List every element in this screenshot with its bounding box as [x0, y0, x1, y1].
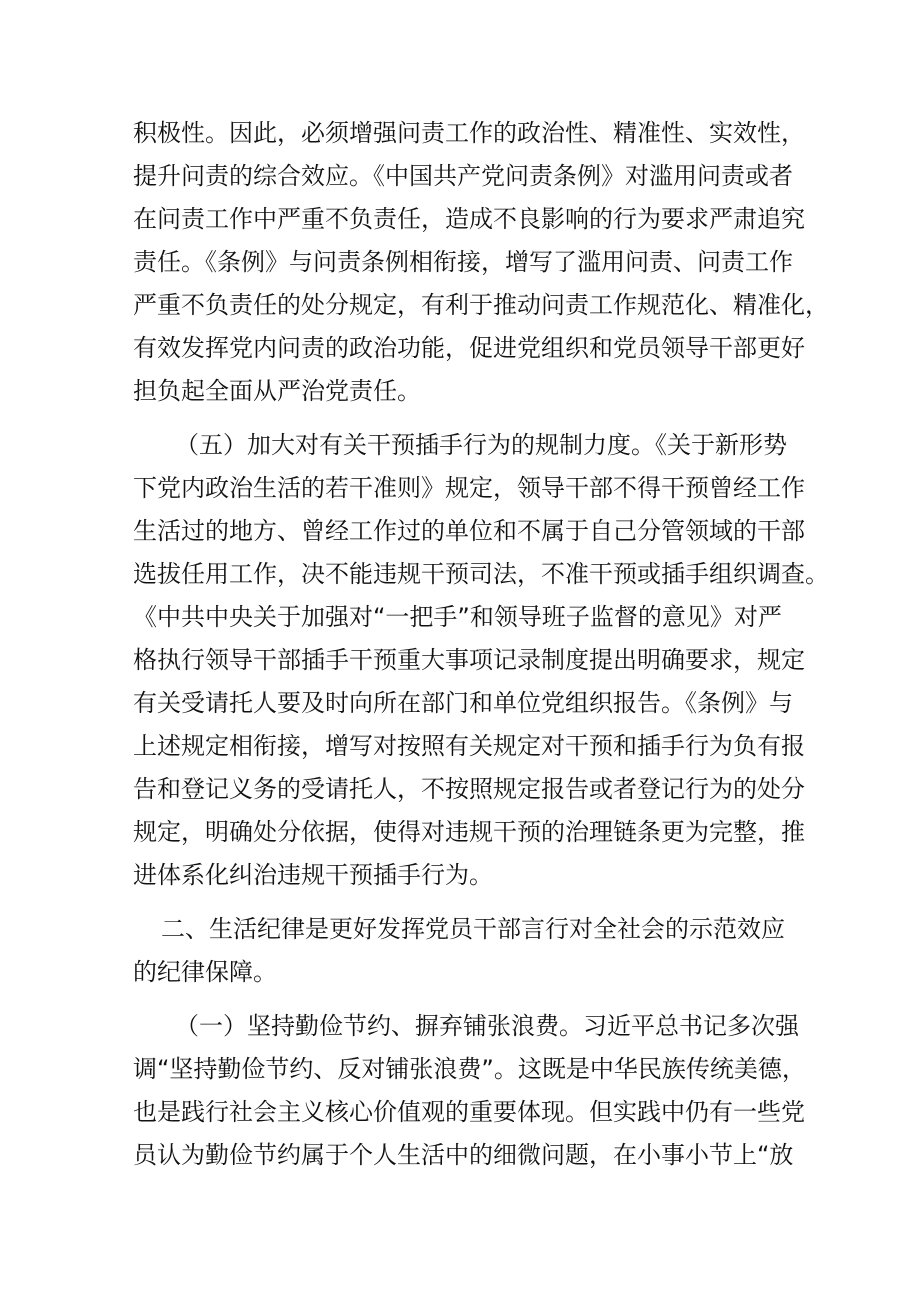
text-line: 积极性。因此，必须增强问责工作的政治性、精准性、实效性，: [133, 119, 805, 147]
text-line: 提升问责的综合效应。《中国共产党问责条例》对滥用问责或者: [133, 162, 793, 190]
text-line: 告和登记义务的受请托人，不按照规定报告或者登记行为的处分: [133, 775, 805, 803]
text-line: 在问责工作中严重不负责任，造成不良影响的行为要求严肃追究: [133, 205, 805, 233]
paragraph-frugality: [133, 1005, 813, 1177]
text-line: 上述规定相衔接，增写对按照有关规定对干预和插手行为负有报: [133, 732, 805, 760]
text-line: 有关受请托人要及时向所在部门和单位党组织报告。《条例》与: [133, 689, 793, 717]
text-line: 员认为勤俭节约属于个人生活中的细微问题，在小事小节上“放: [133, 1141, 794, 1169]
text-line: 选拔任用工作，决不能违规干预司法，不准干预或插手组织调查。: [133, 560, 829, 588]
text-line: 格执行领导干部插手干预重大事项记录制度提出明确要求，规定: [133, 646, 805, 674]
text-line: 规定，明确处分依据，使得对违规干预的治理链条更为完整，推: [133, 818, 805, 846]
paragraph-gap: [133, 994, 813, 1005]
paragraph-accountability-effectiveness: [133, 112, 829, 413]
section-heading-line: 二、生活纪律是更好发挥党员干部言行对全社会的示范效应: [161, 915, 785, 943]
paragraph-gap: [133, 897, 813, 908]
text-line: 责任。《条例》与问责条例相衔接，增写了滥用问责、问责工作: [133, 248, 793, 276]
text-line: 也是践行社会主义核心价值观的重要体现。但实践中仍有一些党: [133, 1098, 805, 1126]
text-line: 有效发挥党内问责的政治功能，促进党组织和党员领导干部更好: [133, 334, 805, 362]
paragraph-life-discipline: [133, 908, 813, 994]
text-line: 调“坚持勤俭节约、反对铺张浪费”。这既是中华民族传统美德，: [133, 1055, 806, 1083]
paragraph-intervention-regulation: [133, 424, 829, 897]
section-heading-line: （一）坚持勤俭节约、摒弃铺张浪费。习近平总书记多次强: [175, 1012, 799, 1040]
text-line: 严重不负责任的处分规定，有利于推动问责工作规范化、精准化，: [133, 291, 829, 319]
text-line: 下党内政治生活的若干准则》规定，领导干部不得干预曾经工作: [133, 474, 805, 502]
text-line: 生活过的地方、曾经工作过的单位和不属于自己分管领域的干部: [133, 517, 805, 545]
text-line: 进体系化纠治违规干预插手行为。: [133, 861, 493, 889]
section-heading-line: （五）加大对有关干预插手行为的规制力度。《关于新形势: [175, 431, 787, 459]
text-line: 的纪律保障。: [133, 958, 277, 986]
text-line: 《中共中央关于加强对“一把手”和领导班子监督的意见》对严: [133, 603, 782, 631]
document-body: [133, 112, 829, 1177]
paragraph-gap: [133, 413, 813, 424]
text-line: 担负起全面从严治党责任。: [133, 377, 421, 405]
